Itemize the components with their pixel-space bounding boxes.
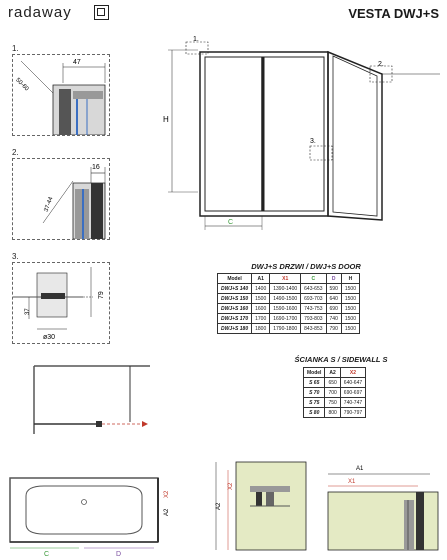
table-row [218, 304, 360, 314]
table-cell: 1400 [252, 284, 270, 294]
table-cell: 640 [326, 294, 341, 304]
wall-col-x2: X2 [340, 368, 365, 378]
door-col-model: Model [218, 274, 252, 284]
table-cell: DWJ+S 140 [218, 284, 252, 294]
product-title: VESTA DWJ+S [348, 6, 439, 21]
detail-2-width-label: 16 [92, 164, 100, 171]
door-table-title: DWJ+S DRZWI / DWJ+S DOOR [251, 262, 361, 271]
detail-1-drawing [13, 55, 109, 135]
door-table [217, 273, 360, 334]
wall-col-a2: A2 [325, 368, 340, 378]
wall-table [303, 367, 366, 418]
table-cell: 790-797 [340, 408, 365, 418]
table-cell: 1500 [341, 304, 359, 314]
table-cell: 1500 [341, 324, 359, 334]
bottom-left-detail [206, 456, 314, 556]
table-cell: 800 [325, 408, 340, 418]
detail-2-drawing [13, 159, 109, 239]
brand-logo-icon [94, 5, 109, 20]
table-cell: 690-697 [340, 388, 365, 398]
table-cell: 1790-1800 [270, 324, 301, 334]
brand-logo-text: radaway [8, 4, 72, 21]
table-row [218, 324, 360, 334]
door-col-c: C [301, 274, 326, 284]
detail-2-number: 2. [12, 148, 19, 157]
plan-label-d: D [116, 551, 122, 558]
plan-label-a2: A2 [164, 508, 170, 516]
detail-3-small-label: 37 [25, 308, 31, 315]
door-col-d: D [326, 274, 341, 284]
plan-label-c: C [44, 551, 50, 558]
detail-1-box [12, 54, 110, 136]
table-cell: S 70 [304, 388, 325, 398]
detail-1-diag-label: 50-60 [14, 77, 30, 93]
br-label-x1: X1 [348, 479, 356, 485]
table-cell: S 75 [304, 398, 325, 408]
table-cell: 1490-1500 [270, 294, 301, 304]
door-col-h: H [341, 274, 359, 284]
table-cell: 790 [326, 324, 341, 334]
table-cell: S 65 [304, 378, 325, 388]
table-row [304, 398, 366, 408]
door-col-x1: X1 [270, 274, 301, 284]
table-row [304, 408, 366, 418]
table-cell: S 80 [304, 408, 325, 418]
main-label-c: C [228, 219, 234, 226]
wall-table-title: ŚCIANKA S / SIDEWALL S [294, 355, 388, 364]
detail-1-number: 1. [12, 44, 19, 53]
table-cell: 590 [326, 284, 341, 294]
bottom-right-detail [322, 456, 442, 556]
main-marker-2: 2. [378, 61, 384, 68]
detail-3-height-label: 79 [98, 291, 105, 299]
table-cell: 793-803 [301, 314, 326, 324]
door-col-a1: A1 [252, 274, 270, 284]
table-cell: DWJ+S 150 [218, 294, 252, 304]
wall-col-model: Model [304, 368, 325, 378]
table-cell: 690 [326, 304, 341, 314]
table-cell: 740-747 [340, 398, 365, 408]
table-cell: DWJ+S 160 [218, 304, 252, 314]
table-cell: 1500 [341, 314, 359, 324]
table-cell: 740 [326, 314, 341, 324]
table-row [218, 294, 360, 304]
detail-3-number: 3. [12, 252, 19, 261]
table-cell: 1500 [252, 294, 270, 304]
table-cell: 693-703 [301, 294, 326, 304]
bl-label-a2: A2 [216, 502, 222, 510]
table-row [304, 378, 366, 388]
table-cell: 1700 [252, 314, 270, 324]
main-marker-1: 1. [193, 36, 199, 43]
main-label-h: H [163, 115, 169, 124]
plan-label-x2: X2 [164, 490, 170, 498]
table-cell: 1800 [252, 324, 270, 334]
table-row [304, 388, 366, 398]
detail-3-box [12, 262, 110, 344]
table-cell: 750 [325, 398, 340, 408]
table-cell: 700 [325, 388, 340, 398]
table-cell: 650 [325, 378, 340, 388]
opening-diagram [30, 362, 160, 442]
detail-2-box [12, 158, 110, 240]
table-cell: DWJ+S 170 [218, 314, 252, 324]
table-cell: 640-647 [340, 378, 365, 388]
main-marker-3: 3. [310, 138, 316, 145]
table-cell: 743-753 [301, 304, 326, 314]
table-row [218, 284, 360, 294]
main-elevation-drawing [150, 30, 440, 245]
table-row [218, 314, 360, 324]
detail-3-diameter-label: ø30 [43, 334, 56, 341]
table-cell: 1390-1400 [270, 284, 301, 294]
table-cell: 1500 [341, 294, 359, 304]
bl-label-x2: X2 [228, 482, 234, 490]
detail-1-width-label: 47 [73, 59, 81, 66]
table-cell: 843-853 [301, 324, 326, 334]
table-cell: 1690-1700 [270, 314, 301, 324]
table-cell: DWJ+S 180 [218, 324, 252, 334]
table-cell: 1600 [252, 304, 270, 314]
br-label-a1: A1 [356, 466, 364, 472]
plan-view-drawing [4, 472, 174, 558]
table-cell: 643-653 [301, 284, 326, 294]
detail-3-drawing [13, 263, 109, 343]
table-cell: 1500 [341, 284, 359, 294]
detail-2-diag-label: 37-44 [43, 196, 55, 213]
table-cell: 1590-1600 [270, 304, 301, 314]
